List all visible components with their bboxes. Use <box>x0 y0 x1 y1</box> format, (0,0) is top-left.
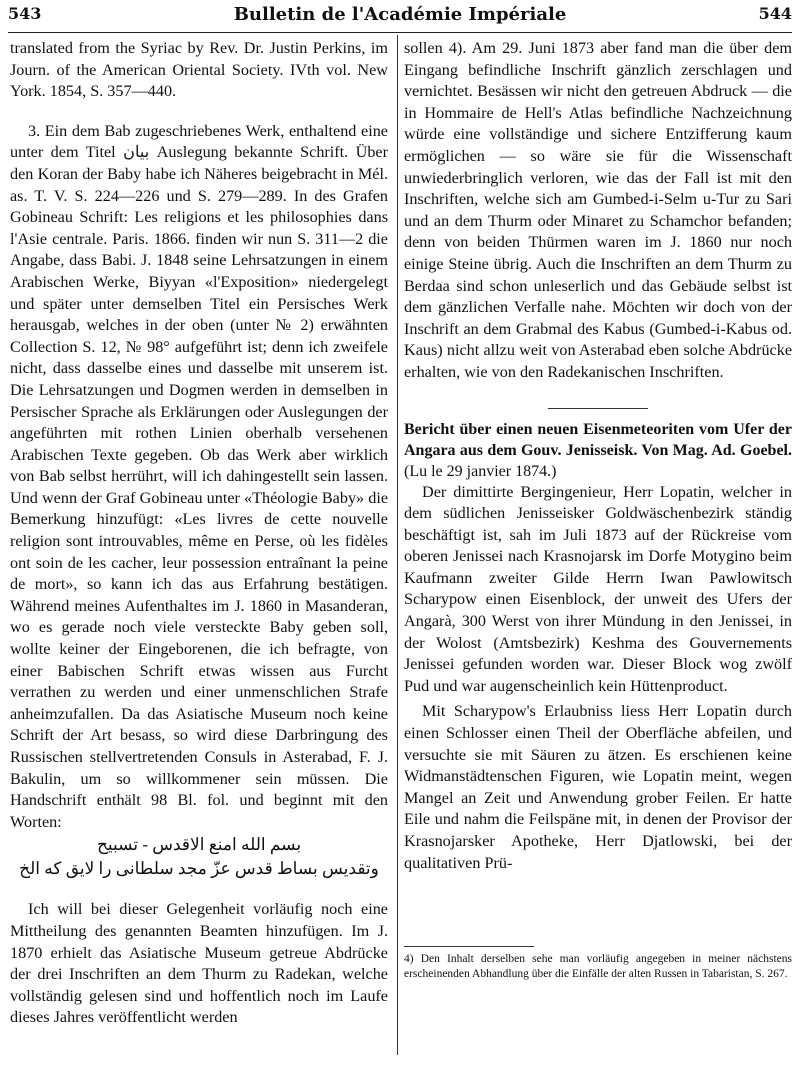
page-number-left: 543 <box>8 4 42 23</box>
footnote: 4) Den Inhalt derselben sehe man vorläufig angegeben in meiner nächstens erscheinenden Abhandlung über die Einfälle der alten Russen in Tabaristan, S. 267. <box>404 953 792 980</box>
article-heading <box>404 419 792 482</box>
page-header <box>8 4 792 30</box>
left-column <box>10 38 388 1029</box>
header-rule <box>8 32 792 33</box>
right-paragraph-1: sollen 4). Am 29. Juni 1873 aber fand man die über dem Eingang befindliche Inschrift gänzlich zerschlagen und vernichtet. Besässen wir nicht den getreuen Abdruck — die in Hommaire de Hell's Atlas befindliche Nachzeichnung würde eine vollständige und sichere Entzifferung kaum ermöglichen — so wäre sie für die Wissenschaft unwiederbringlich verloren, wie das der Fall ist mit den Inschriften, welche sich am Gumbed-i-Selm u-Tur zu Sari und an dem Thurm oder Minaret zu Schamchor befanden; denn von beiden Thürmen waren im J. 1860 nur noch einige Steine übrig. Auch die Inschriften an dem Thurm zu Berdaa sind schon unleserlich und das Gebäude selbst ist dem gänzlichen Verfalle nahe. Möchten wir doch von der Inschrift an dem Grabmal des Kabus (Gumbed-i-Kabus od. Kaus) nicht allzu weit von Asterabad eben solche Abdrücke erhalten, wie von den Radekanischen Inschriften. <box>404 39 792 381</box>
arabic-line-1: بسم الله امنع الاقدس - تسبیح <box>96 835 302 855</box>
right-paragraph-2: Der dimittirte Bergingenieur, Herr Lopatin, welcher in dem südlichen Jenisseisker Goldwäschenbezirk ständig beschäftigt ist, sah im Juli 1873 auf der Rückreise vom oberen Jenissei nach Krasnojarsk im Dorfe Motygino beim Kaufmann zweiter Gilde Herrn Iwan Pawlowitsch Scharypow einen Eisenblock, der unweit des Ufers der Angarà, 300 Werst von ihrer Mündung in den Jenissei, in der Wolost (Amtsbezirk) Keshma des Gouvernements Jenissei gefunden worden war. Dieser Block wog zwölf Pud und war augenscheinlich kein Hüttenproduct. <box>404 482 792 695</box>
right-column <box>404 38 792 874</box>
arabic-line-2: وتقدیس بساط قدس عزّ مجد سلطانی را لایق که الخ <box>19 859 379 879</box>
column-divider <box>397 35 398 1055</box>
left-paragraph-3: Ich will bei dieser Gelegenheit vorläufig noch eine Mittheilung des genannten Beamten hinzufügen. Im J. 1870 erhielt das Asiatische Museum getreue Abdrücke der drei Inschriften an dem Thurm zu Radekan, welche vollständig gelesen sind und hoffentlich noch im Laufe dieses Jahres veröffentlicht werden <box>10 900 388 1027</box>
section-divider <box>548 408 648 409</box>
article-heading-date: (Lu le 29 janvier 1874.) <box>404 462 557 480</box>
journal-title: Bulletin de l'Académie Impériale <box>233 4 567 25</box>
right-paragraph-3: Mit Scharypow's Erlaubniss liess Herr Lopatin durch einen Schlosser einen Theil der Oberfläche abfeilen, und versuchte sie mit Säuren zu ätzen. Es erschienen keine Widmanstädtenschen Figuren, wie Lopatin meint, wegen Mangel an Zeit und Anwendung grober Feilen. Er hatte Eile und nahm die Feilspäne mit, in denen der Provisor der Krasnojarsker Apotheke, Herr Djatlowski, bei der qualitativen Prü- <box>404 702 792 872</box>
article-heading-title: Bericht über einen neuen Eisenmeteoriten vom Ufer der Angara aus dem Gouv. Jenisseisk. Von Mag. Ad. Goebel. <box>404 420 792 459</box>
left-paragraph-1: translated from the Syriac by Rev. Dr. Justin Perkins, im Journ. of the American Oriental Society. IVth vol. New York. 1854, S. 357—440. <box>10 39 388 101</box>
left-paragraph-2: 3. Ein dem Bab zugeschriebenes Werk, enthaltend eine unter dem Titel بیان Auslegung bekannte Schrift. Über den Koran der Baby habe ich Näheres beigebracht in Mél. as. T. V. S. 224—226 und S. 279—289. In des Grafen Gobineau Schrift: Les religions et les philosophies dans l'Asie centrale. Paris. 1866. finden wir nun S. 311—2 die Angabe, dass Babi. J. 1848 seine Lehrsatzungen in einem Arabischen Werke, Biyyan «l'Exposition» niedergelegt und später unter demselben Titel ein Persisches Werk herausgab, welches in der oben (unter № 2) erwähnten Collection S. 12, № 98° aufgeführt ist; denn ich zweifele nicht, dass dasselbe eines und dasselbe mit unserem ist. Die Lehrsatzungen und Dogmen werden in demselben in Persischer Sprache als Erklärungen oder Auslegungen der angeführten mit rothen Linien oberhalb versehenen Arabischen Texte gegeben. Ob das Werk aber wirklich von Bab selbst herrührt, will ich dahingestellt sein lassen. Und wenn der Graf Gobineau unter «Théologie Baby» die Bemerkung hinzufügt: «Les livres de cette nouvelle religion sont introuvables, même en Perse, où les fidèles ont soin de les cacher, leur possession entraînant la peine de mort», so kann ich das aus Erfahrung bestätigen. Während meines Aufenthaltes im J. 1860 in Masanderan, wo es gerade noch viele versteckte Baby geben soll, wollte keiner der Eingeborenen, die ich befragte, von einer Babischen Schrift etwas wissen aus Furcht verrathen zu werden und einer unmenschlichen Strafe anheimzufallen. Da das Asiatische Museum noch keine Schrift der Art besass, so wird diese Darbringung des Russischen stellvertretenden Consuls in Asterabad, F. J. Bakulin, um so willkommener sein müssen. Die Handschrift enthält 98 Bl. fol. und beginnt mit den Worten: <box>10 121 389 831</box>
page-number-right: 544 <box>758 4 792 23</box>
footnote-rule <box>404 946 534 947</box>
